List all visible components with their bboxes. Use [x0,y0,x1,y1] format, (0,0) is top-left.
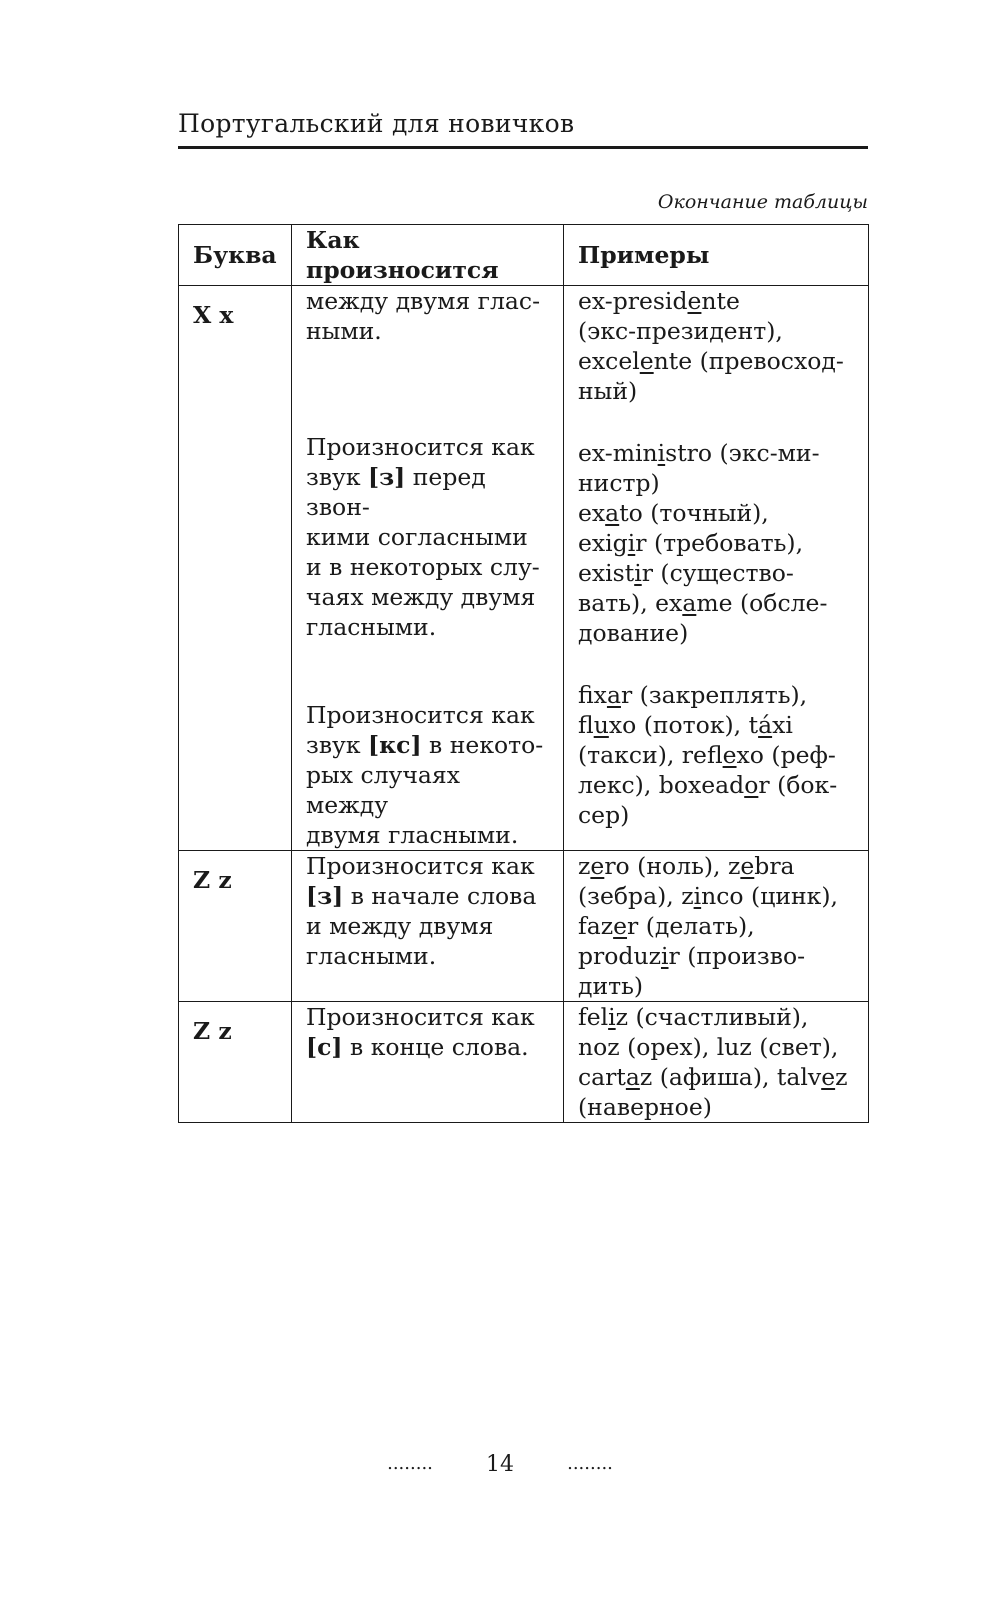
pronunciation-cell: Произносится как [с] в конце слова. [292,1002,564,1123]
letter-cell: X x [179,286,292,851]
column-header-letter: Буква [179,225,292,286]
pronunciation-block: Произносится как звук [кс] в некото- рых случаях между двумя гласными. [306,701,544,849]
footer-dots-left: ........ [387,1453,433,1474]
page-footer [0,1450,1000,1479]
pronunciation-cell: Произносится как [з] в начале слова и между двумя гласными. [292,851,564,1002]
table-header-row [179,225,869,286]
pronunciation-block: между двумя глас- ными. [306,287,541,345]
table-caption: Окончание таблицы [657,191,868,213]
examples-cell: feliz (счастливый), noz (орех), luz (свет), cartaz (афиша), talvez (наверное) [564,1002,869,1123]
running-head: Португальский для новичков [178,109,575,138]
column-header-examples: Примеры [564,225,869,286]
page-number: 14 [486,1452,514,1477]
pronunciation-table [178,224,869,1123]
letter-cell: Z z [179,851,292,1002]
examples-block: ex-presidente (экс-президент), excelente (превосход- ный) [578,287,844,405]
examples-cell [564,286,869,851]
table-row [179,1002,869,1123]
table-row [179,851,869,1002]
header-rule [178,146,868,149]
letter-cell: Z z [179,1002,292,1123]
column-header-pronunciation: Как произносится [292,225,564,286]
table-row [179,286,869,851]
examples-block: ex-ministro (экс-ми- нистр) exato (точный), exigir (требовать), existir (существо- вать), exame (обсле- дование) [578,439,828,647]
pronunciation-cell [292,286,564,851]
examples-cell: zero (ноль), zebra (зебра), zinco (цинк), fazer (делать), produzir (произво- дить) [564,851,869,1002]
footer-dots-right: ........ [567,1453,613,1474]
examples-block: fixar (закреплять), fluxo (поток), táxi (такси), reflexo (реф- лекс), boxeador (бок- сер) [578,681,838,829]
pronunciation-block: Произносится как звук [з] перед звон- кими согласными и в некоторых слу- чаях между двумя гласными. [306,433,540,641]
